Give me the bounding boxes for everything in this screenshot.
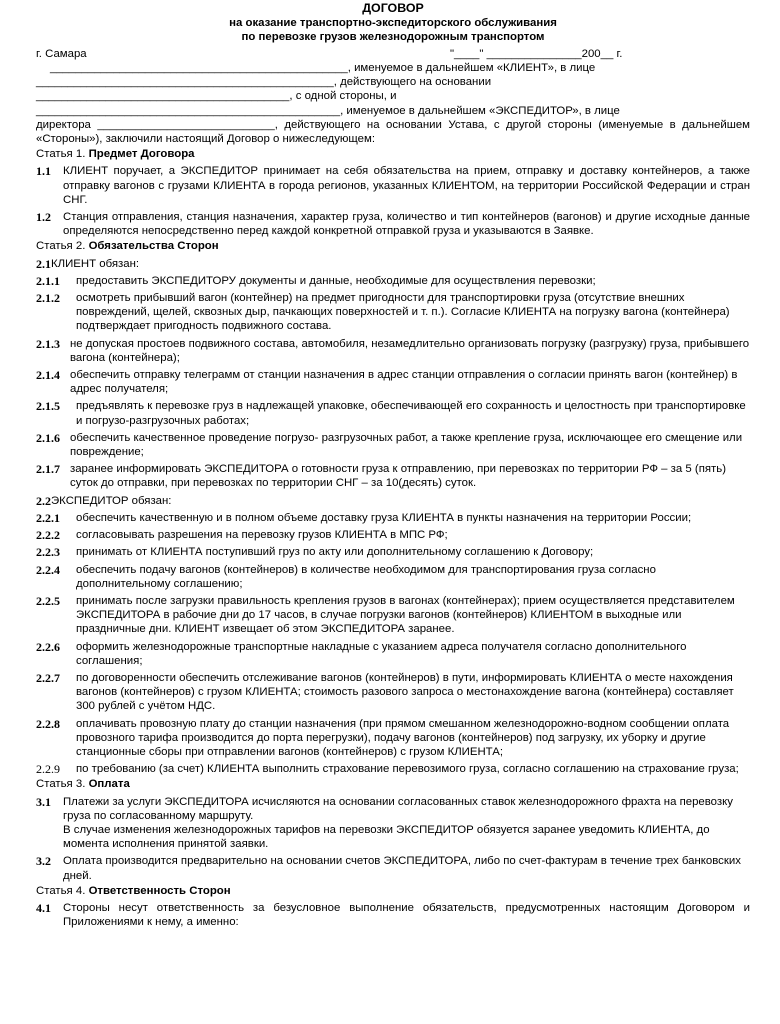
section-2-prefix: Статья 2.: [36, 240, 89, 253]
clause-text: КЛИЕНТ поручает, а ЭКСПЕДИТОР принимает на себя обязательства на прием, отправку и доставку контейнеров, а также отправку вагонов с грузами КЛИЕНТА в города регионов, указанных КЛИЕНТОМ, на территории Российской Федерации и стран СНГ.: [63, 165, 750, 206]
section-4-title: Ответственность Сторон: [88, 884, 231, 897]
clause-text: осмотреть прибывший вагон (контейнер) на предмет пригодности для транспортировки груза (отсутствие внешних повреждений, щелей, сквозных дыр, пачкающих поверхностей и т. п.). Согласие КЛИЕНТА на погрузку вагона (контейнера) подтверждает пригодность подвижного состава.: [76, 292, 730, 333]
clause-1-1: [36, 164, 750, 207]
clause-text: Стороны несут ответственность за безусловное выполнение обязательств, предусмотренных настоящим Договором и Приложениями к нему, а именно:: [63, 901, 750, 929]
city: г. Самара: [36, 48, 87, 60]
clause-text: по требованию (за счет) КЛИЕНТА выполнить страхование перевозимого груза, согласно соглашению на страхование груза;: [76, 763, 739, 776]
clause-2-1-7: [36, 462, 750, 490]
clause-3-1: [36, 795, 750, 852]
clause-text: КЛИЕНТ обязан:: [51, 257, 140, 270]
clause-2-1-4: [36, 368, 750, 396]
document-subtitle-1: на оказание транспортно-экспедиторского обслуживания: [229, 17, 557, 29]
clause-text: заранее информировать ЭКСПЕДИТОРА о готовности груза к отправлению, при перевозках по территории РФ – за 5 (пять) суток до отправки, при перевозках по территории СНГ – за 10(десять) суток.: [70, 463, 726, 490]
intro-line-2: _______________________________________________, действующего на основании: [36, 76, 492, 89]
section-3-heading: [36, 777, 750, 791]
clause-2-2-heading: [36, 494, 750, 508]
clause-text: обеспечить качественное проведение погрузо- разгрузочных работ, а также крепление груза, исключающее его смещение или повреждение;: [70, 431, 743, 459]
clause-2-2-1: [36, 511, 750, 525]
clause-text: Оплата производится предварительно на основании счетов ЭКСПЕДИТОРА, либо по счет-фактурам в течение трех банковских дней.: [63, 855, 741, 882]
clause-2-2-5: [36, 594, 750, 637]
clause-2-2-4: [36, 563, 750, 591]
clause-4-1: [36, 901, 750, 929]
clause-number: 2.2.4: [36, 562, 60, 577]
clause-number: 2.1.5: [36, 399, 60, 414]
intro-line-1: _______________________________________________, именуемое в дальнейшем «КЛИЕНТ», в лице: [50, 62, 596, 74]
clause-text-part-1: Платежи за услуги ЭКСПЕДИТОРА исчисляются на основании согласованных ставок железнодорожного фрахта на перевозку груза по согласованному маршруту.: [63, 795, 733, 822]
clause-number: 1.1: [36, 164, 51, 179]
clause-number: 2.2.9: [36, 762, 60, 777]
clause-number: 2.2: [36, 493, 51, 508]
clause-number: 2.2.1: [36, 510, 60, 525]
clause-2-1-5: [36, 399, 750, 427]
clause-text: по договоренности обеспечить отслеживание вагонов (контейнеров) в пути, информировать КЛИЕНТА о месте нахождения вагонов (контейнеров) с грузом КЛИЕНТА; стоимость разового запроса о местонахождение вагона (контейнера) составляет 300 рублей с учётом НДС.: [76, 671, 734, 713]
section-1-heading: [36, 147, 750, 161]
clause-2-2-3: [36, 545, 750, 559]
clause-text-part-2: В случае изменения железнодорожных тарифов на перевозки ЭКСПЕДИТОР обязуется заранее уведомить КЛИЕНТА, до момента исполнения принятой заявки.: [63, 823, 710, 851]
clause-number: 3.1: [36, 794, 51, 809]
clause-text: предоставить ЭКСПЕДИТОРУ документы и данные, необходимые для осуществления перевозки;: [76, 274, 596, 287]
city-date-row: [36, 47, 750, 61]
clause-number: 2.2.6: [36, 639, 60, 654]
intro-line-5: директора ____________________________, действующего на основании Устава, с другой стороны (именуемые в дальнейшем «Стороны»), заключили настоящий Договор о нижеследующем:: [36, 118, 750, 146]
document-title: ДОГОВОР: [362, 1, 424, 15]
clause-number: 2.1: [36, 256, 51, 271]
clause-2-2-7: [36, 671, 750, 714]
section-4-prefix: Статья 4.: [36, 884, 89, 897]
clause-number: 2.1.2: [36, 291, 60, 306]
clause-2-1-6: [36, 431, 750, 459]
clause-text: принимать после загрузки правильность крепления грузов в вагонах (контейнерах); прием осуществляется представителем ЭКСПЕДИТОРА в рабочие дни до 17 часов, в случае погрузки вагонов (контейнеров) КЛИЕНТОМ в выходные или праздничные дни. КЛИЕНТ извещает об этом ЭКСПЕДИТОРА заранее.: [76, 594, 735, 636]
clause-number: 2.2.7: [36, 670, 60, 685]
clause-text: обеспечить подачу вагонов (контейнеров) в количестве необходимом для транспортирования груза согласно дополнительному соглашению;: [76, 563, 656, 590]
intro-line-3: ________________________________________, с одной стороны, и: [36, 90, 397, 103]
clause-number: 3.2: [36, 854, 51, 869]
contract-date: "____" _______________200__ г.: [450, 48, 623, 60]
section-1-prefix: Статья 1.: [36, 148, 89, 161]
clause-number: 2.2.8: [36, 716, 60, 731]
clause-number: 1.2: [36, 210, 51, 225]
clause-text: оформить железнодорожные транспортные накладные с указанием адреса получателя согласно дополнительного соглашения;: [76, 640, 687, 667]
clause-text: оплачивать провозную плату до станции назначения (при прямом смешанном железнодорожно-водном сообщении оплата провозного тарифа производится до порта перегрузки), подачу вагонов (контейнеров) под загрузку, их уборку и другие станционные сборы при отправлении вагонов (контейнеров) с грузом КЛИЕНТА;: [76, 717, 730, 758]
clause-1-2: [36, 210, 750, 238]
clause-text: [63, 795, 750, 852]
clause-number: 2.2.3: [36, 545, 60, 560]
section-4-heading: [36, 884, 750, 898]
clause-2-1-heading: [36, 257, 750, 271]
section-3-prefix: Статья 3.: [36, 778, 89, 791]
clause-2-1-1: [36, 274, 750, 288]
intro-line-4: ________________________________________________, именуемое в дальнейшем «ЭКСПЕДИТОР», в лице: [36, 104, 620, 117]
clause-number: 2.1.7: [36, 462, 60, 477]
clause-2-2-8: [36, 717, 750, 760]
section-3-title: Оплата: [88, 778, 130, 791]
clause-2-1-2: [36, 291, 750, 334]
clause-text: согласовывать разрешения на перевозку грузов КЛИЕНТА в МПС РФ;: [76, 529, 448, 542]
clause-text: предъявлять к перевозке груз в надлежащей упаковке, обеспечивающей его сохранность и целостность при транспортировке и погрузо-разгрузочных работах;: [76, 400, 746, 427]
clause-number: 2.2.5: [36, 593, 60, 608]
clause-number: 2.1.1: [36, 273, 60, 288]
clause-number: 2.1.3: [36, 336, 60, 351]
clause-2-2-6: [36, 640, 750, 668]
clause-text: обеспечить качественную и в полном объеме доставку груза КЛИЕНТА в пункты назначения на территории России;: [76, 511, 692, 524]
clause-number: 4.1: [36, 900, 51, 915]
section-1-title: Предмет Договора: [88, 148, 195, 161]
clause-text: обеспечить отправку телеграмм от станции назначения в адрес станции отправления о согласии принять вагон (контейнер) в адрес получателя;: [70, 369, 738, 396]
clause-text: принимать от КЛИЕНТА поступивший груз по акту или дополнительному соглашению к Договору;: [76, 546, 594, 559]
clause-text: не допуская простоев подвижного состава, автомобиля, незамедлительно организовать погрузку (разгрузку) груза, прибывшего вагона (контейнера);: [70, 337, 750, 364]
document-subtitle-2: по перевозке грузов железнодорожным транспортом: [241, 31, 545, 43]
clause-number: 2.1.6: [36, 430, 60, 445]
section-2-title: Обязательства Сторон: [88, 240, 219, 253]
clause-2-2-9: [36, 762, 750, 776]
clause-2-2-2: [36, 528, 750, 542]
clause-text: Станция отправления, станция назначения, характер груза, количество и тип контейнеров (вагонов) и другие исходные данные определяются непосредственно перед каждой конкретной отправкой груза и указываются в Заявке.: [63, 211, 750, 238]
clause-number: 2.2.2: [36, 528, 60, 543]
clause-3-2: [36, 854, 750, 882]
section-2-heading: [36, 239, 750, 253]
clause-text: ЭКСПЕДИТОР обязан:: [51, 494, 172, 507]
clause-number: 2.1.4: [36, 368, 60, 383]
clause-2-1-3: [36, 337, 750, 365]
